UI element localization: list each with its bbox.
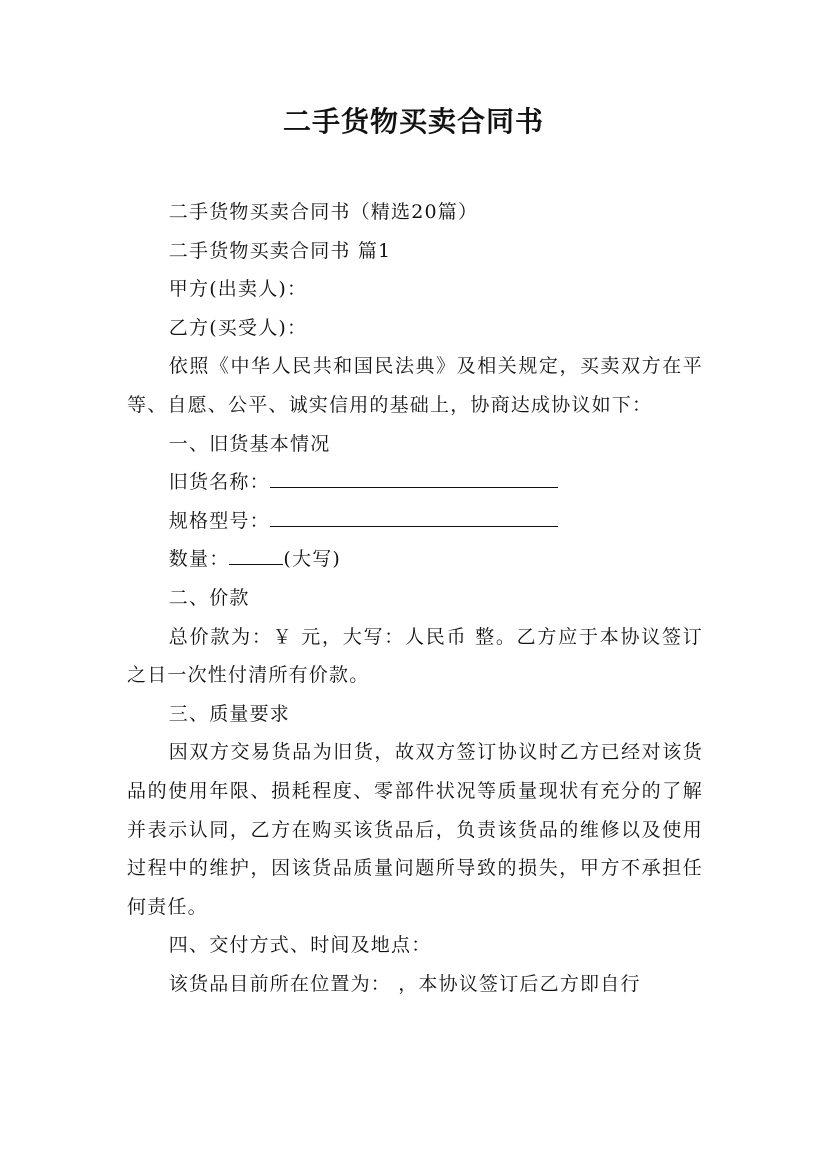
price-paragraph: 总价款为：￥ 元，大写：人民币 整。乙方应于本协议签订之日一次性付清所有价款。 [127,625,703,687]
document-title: 二手货物买卖合同书 [282,105,544,138]
section-heading: 二手货物买卖合同书 篇1 [168,239,392,262]
quality-paragraph: 因双方交易货品为旧货，故双方签订协议时乙方已经对该货品的使用年限、损耗程度、零部件状况等质量现状有充分的了解并表示认同，乙方在购买该货品后，负责该货品的维修以及使用过程中的维护，因该货品质量问题所导致的损失，甲方不承担任何责任。 [127,741,703,918]
clause-1-title: 一、旧货基本情况 [168,432,331,455]
document-body [127,193,703,1003]
spec-label: 规格型号： [168,509,270,532]
goods-name-line [127,463,703,502]
clause-2-title: 二、价款 [168,586,250,609]
quantity-line [127,540,703,579]
party-a-line: 甲方(出卖人)： [168,278,308,301]
quantity-label: 数量： [168,548,230,571]
intro-paragraph: 依照《中华人民共和国民法典》及相关规定，买卖双方在平等、自愿、公平、诚实信用的基础上，协商达成协议如下： [127,355,703,416]
goods-name-label: 旧货名称： [168,471,270,494]
delivery-paragraph: 该货品目前所在位置为： ，本协议签订后乙方即自行 [168,972,641,995]
spec-line [127,502,703,541]
goods-name-blank [270,469,558,488]
clause-3-title: 三、质量要求 [168,702,290,725]
spec-blank [270,508,558,527]
document-subtitle: 二手货物买卖合同书（精选20篇） [168,201,479,223]
quantity-suffix: (大写) [283,548,342,571]
party-b-line: 乙方(买受人)： [168,316,308,339]
clause-4-title: 四、交付方式、时间及地点： [168,934,432,957]
quantity-blank [229,546,283,565]
